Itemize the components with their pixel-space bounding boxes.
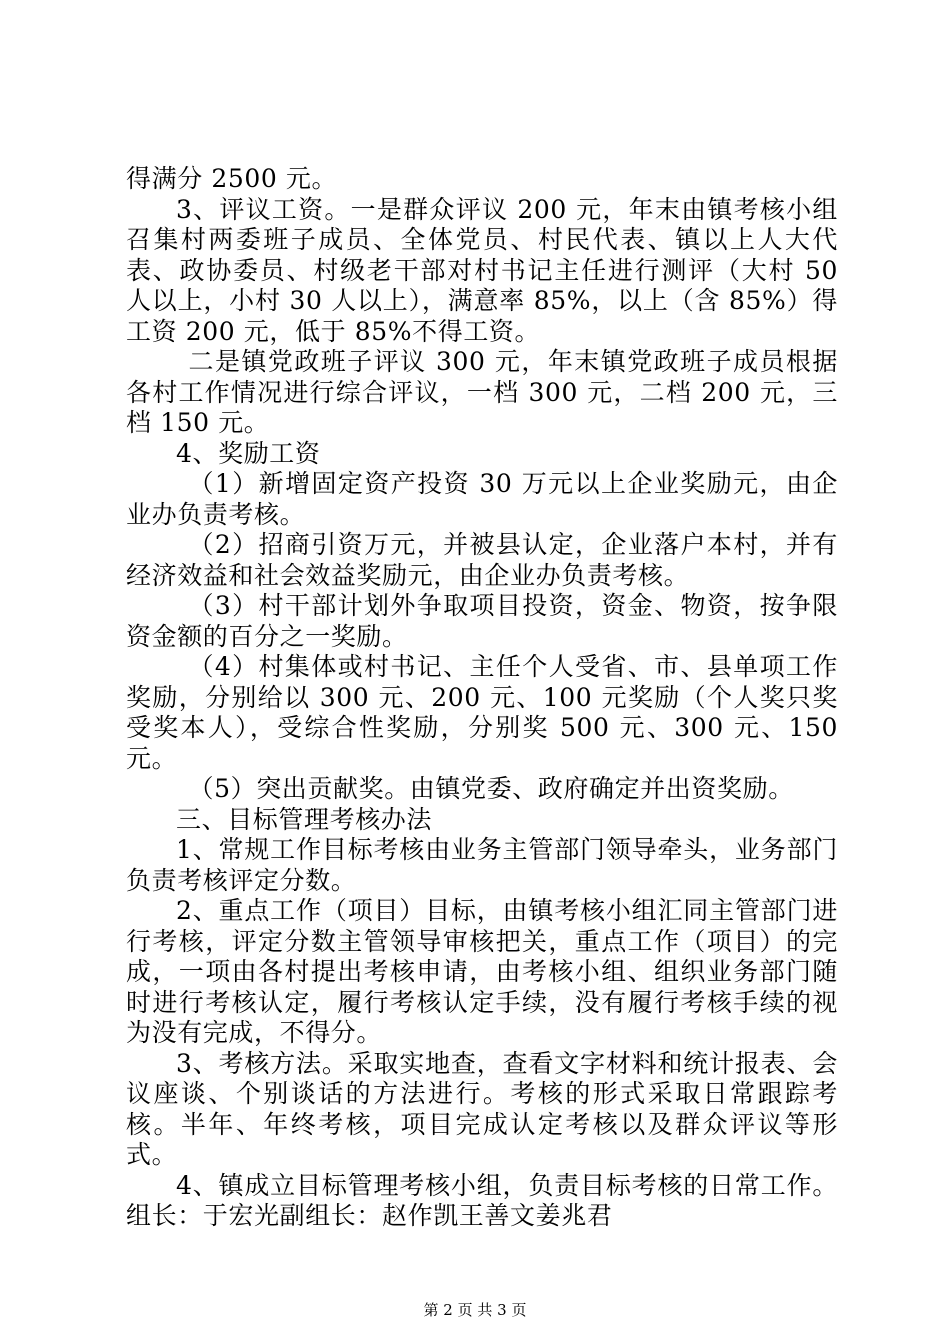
paragraph: （4）村集体或村书记、主任个人受省、市、县单项工作奖励，分别给以 300 元、200 元、100 元奖励（个人奖只奖受奖本人），受综合性奖励，分别奖 500 元、300 元、150 元。 xyxy=(126,652,838,773)
paragraph: 2、重点工作（项目）目标，由镇考核小组汇同主管部门进行考核，评定分数主管领导审核把关，重点工作（项目）的完成，一项由各村提出考核申请，由考核小组、组织业务部门随时进行考核认定，履行考核认定手续，没有履行考核手续的视为没有完成，不得分。 xyxy=(126,896,838,1047)
paragraph: （2）招商引资万元，并被县认定，企业落户本村，并有经济效益和社会效益奖励元，由企业办负责考核。 xyxy=(126,530,838,590)
paragraph: 4、镇成立目标管理考核小组，负责目标考核的日常工作。组长：于宏光副组长：赵作凯王善文姜兆君 xyxy=(126,1170,838,1230)
paragraph: 3、评议工资。一是群众评议 200 元，年末由镇考核小组召集村两委班子成员、全体党员、村民代表、镇以上人大代表、政协委员、村级老干部对村书记主任进行测评（大村 50 人以上，小村 30 人以上），满意率 85%，以上（含 85%）得工资 200 元，低于 85%不得工资。 xyxy=(126,194,838,346)
paragraph: （5）突出贡献奖。由镇党委、政府确定并出资奖励。 xyxy=(188,774,794,803)
paragraph: 1、常规工作目标考核由业务主管部门领导牵头，业务部门负责考核评定分数。 xyxy=(126,835,838,895)
paragraph: （3）村干部计划外争取项目投资，资金、物资，按争限资金额的百分之一奖励。 xyxy=(126,591,838,651)
paragraph: 二是镇党政班子评议 300 元，年末镇党政班子成员根据各村工作情况进行综合评议，一档 300 元，二档 200 元，三档 150 元。 xyxy=(126,347,838,437)
page-number-footer: 第 2 页 共 3 页 xyxy=(423,1301,527,1319)
paragraph: 得满分 2500 元。 xyxy=(126,164,338,193)
document-body xyxy=(126,164,838,1232)
paragraph: （1）新增固定资产投资 30 万元以上企业奖励元，由企业办负责考核。 xyxy=(126,469,838,529)
paragraph: 3、考核方法。采取实地查，查看文字材料和统计报表、会议座谈、个别谈话的方法进行。考核的形式采取日常跟踪考核。半年、年终考核，项目完成认定考核以及群众评议等形式。 xyxy=(126,1048,838,1169)
paragraph: 4、奖励工资 xyxy=(176,438,321,468)
paragraph: 三、目标管理考核办法 xyxy=(176,804,433,834)
